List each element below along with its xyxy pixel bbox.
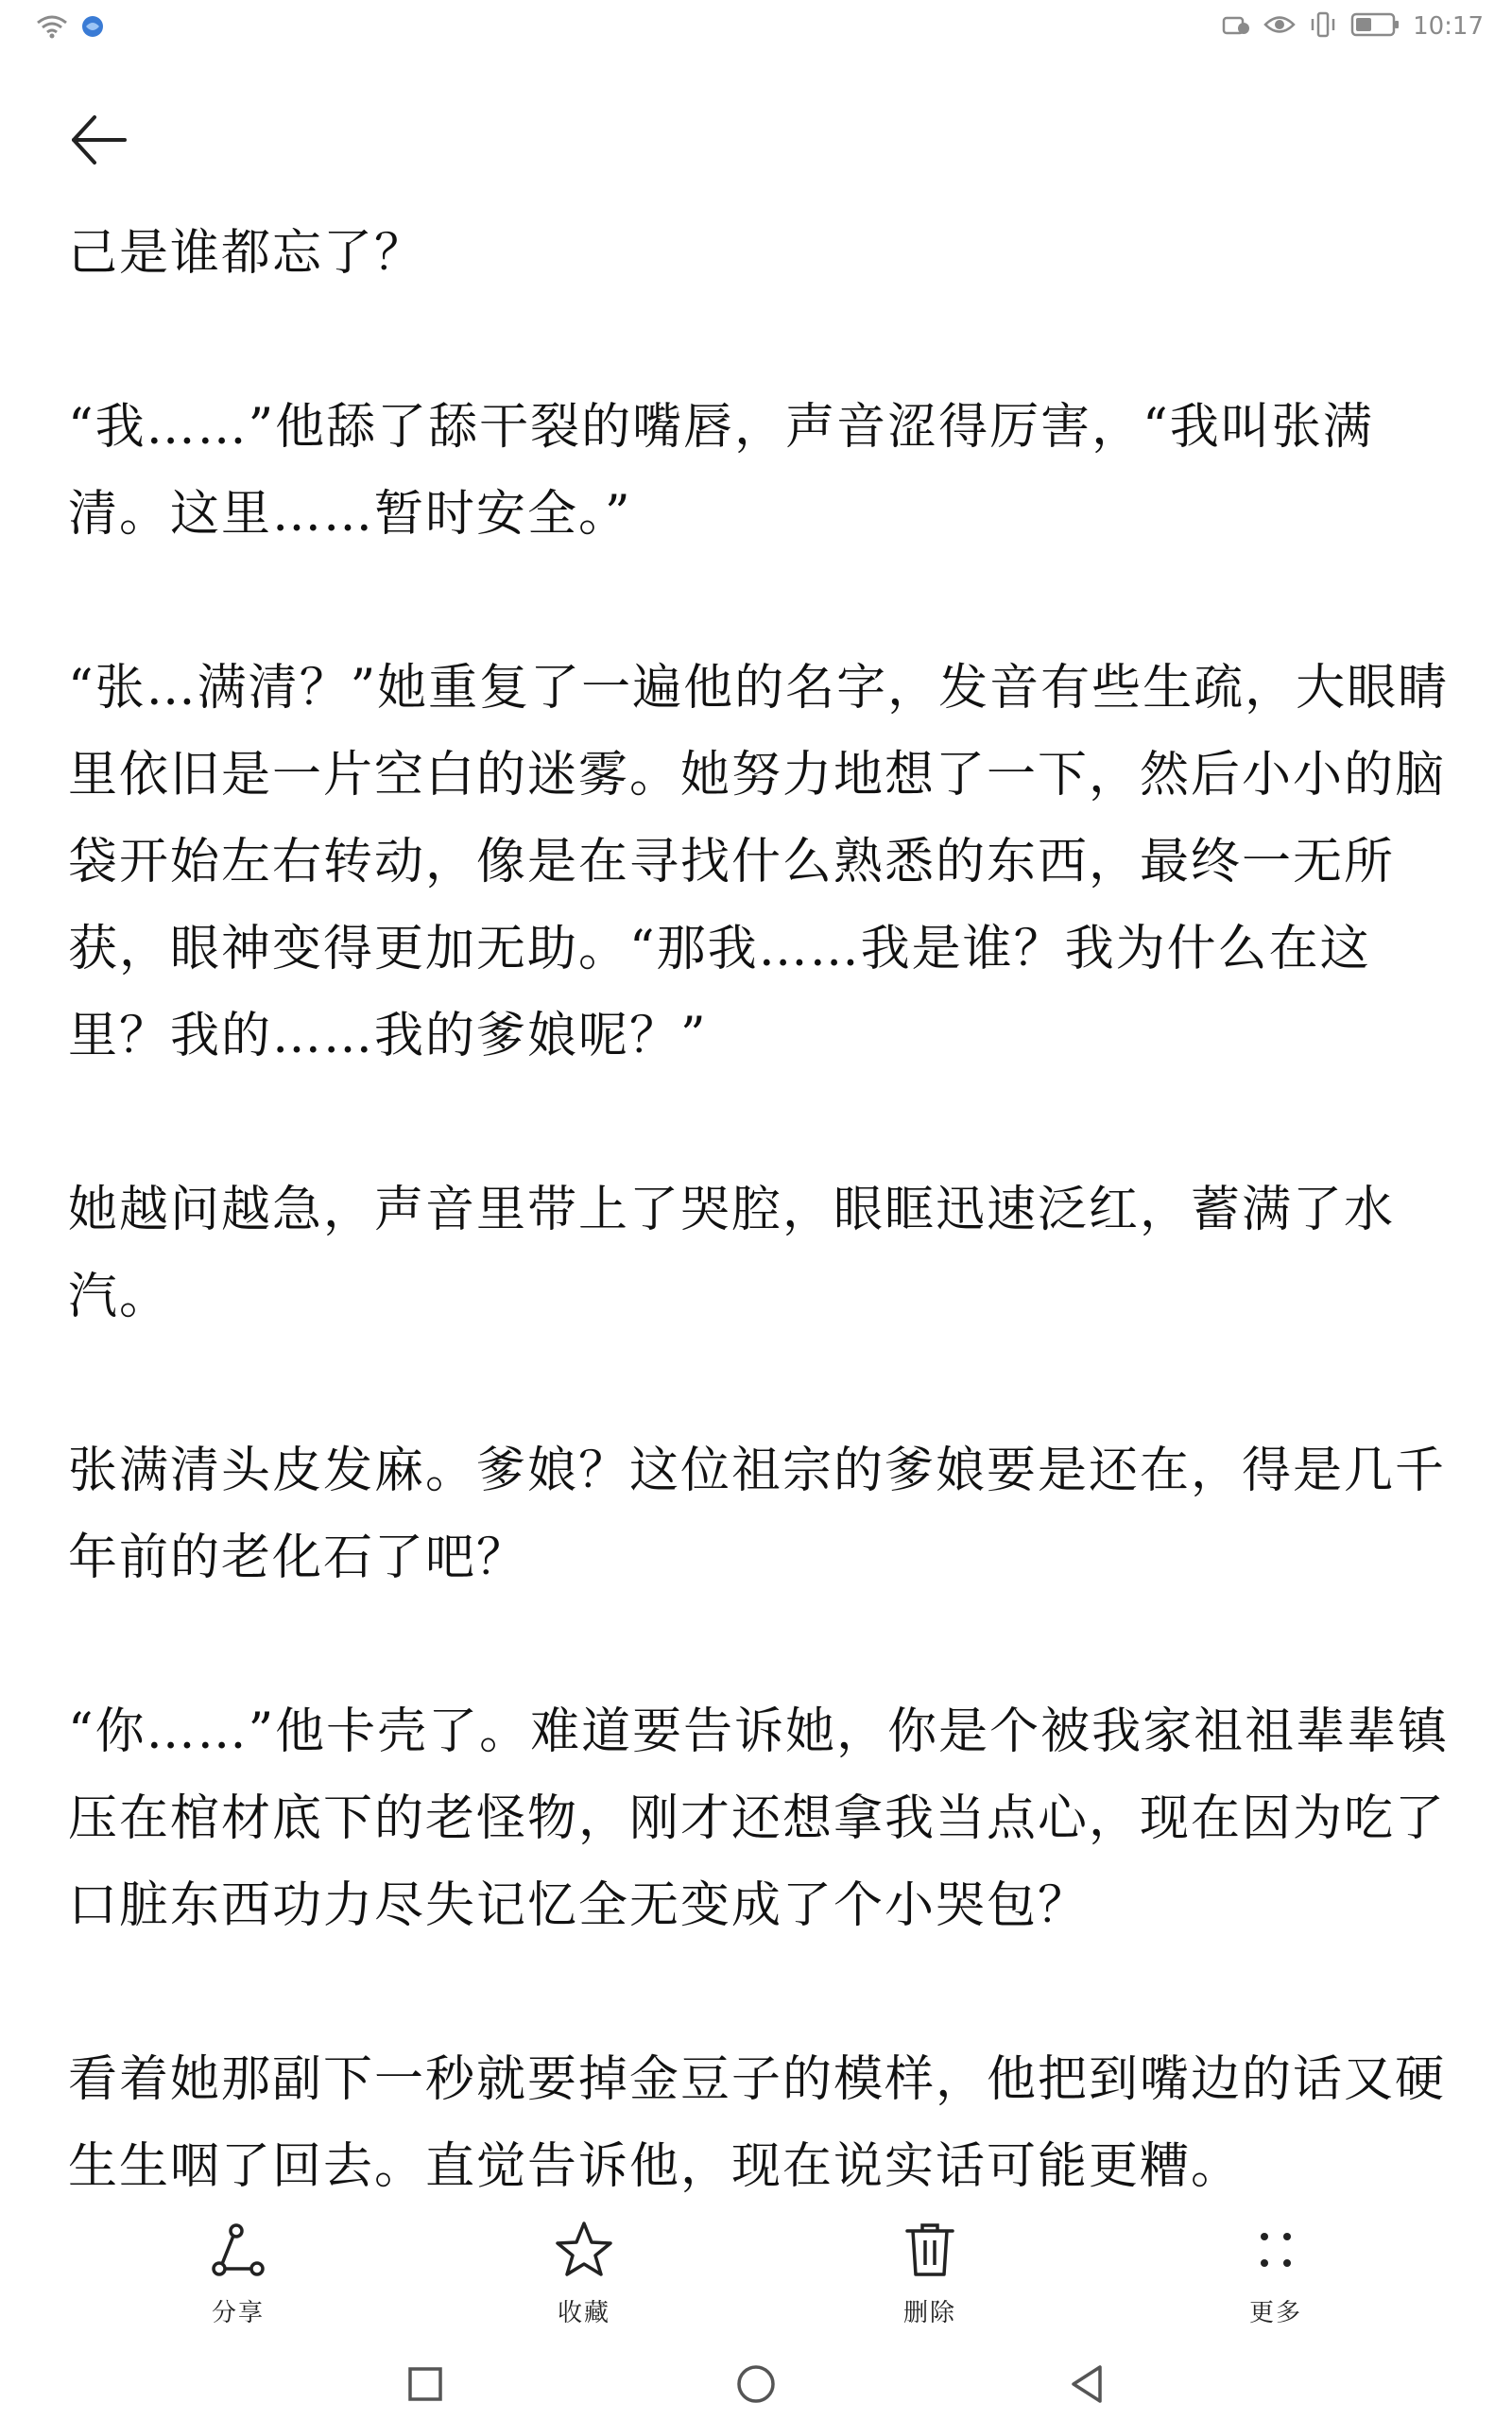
vibrate-icon [1309,11,1337,42]
status-bar-right [1222,11,1484,42]
note-content [68,210,1455,2210]
favorite-button[interactable] [490,2212,679,2344]
home-button[interactable] [728,2358,784,2414]
status-bar [0,0,1512,60]
wifi-icon [36,13,68,43]
triangle-back-icon [1068,2363,1106,2409]
system-navigation-bar [0,2344,1512,2420]
more-label: 更多 [1248,2299,1302,2327]
arrow-left-icon [68,113,129,170]
delete-button[interactable] [835,2212,1024,2344]
paragraph: “张…满清？”她重复了一遍他的名字，发音有些生疏，大眼睛里依旧是一片空白的迷雾。她努力地想了一下，然后小小的脑袋开始左右转动，像是在寻找什么熟悉的东西，最终一无所获，眼神变得更加无助。“那我……我是谁？我为什么在这里？我的……我的爹娘呢？” [68,660,1450,1064]
browser-icon [81,15,104,42]
circle-icon [735,2363,777,2409]
back-button[interactable] [60,104,136,180]
more-button[interactable] [1181,2212,1370,2344]
lock-screen-icon [1222,12,1250,41]
paragraph: 己是谁都忘了？ [68,225,426,282]
paragraph: 她越问越急，声音里带上了哭腔，眼眶迅速泛红，蓄满了水汽。 [68,1182,1396,1325]
nav-back-button[interactable] [1058,2358,1115,2414]
paragraph: “我……”他舔了舔干裂的嘴唇，声音涩得厉害，“我叫张满清。这里……暂时安全。” [68,399,1374,543]
square-icon [406,2365,444,2407]
eye-comfort-icon [1263,14,1296,39]
status-bar-left [36,13,104,43]
paragraph: 看着她那副下一秒就要掉金豆子的模样，他把到嘴边的话又硬生生咽了回去。直觉告诉他，现在说实话可能更糟。 [68,2051,1447,2195]
paragraph: 张满清头皮发麻。爹娘？这位祖宗的爹娘要是还在，得是几千年前的老化石了吧？ [68,1443,1447,1586]
favorite-label: 收藏 [557,2299,610,2327]
status-time: 10:17 [1413,12,1484,41]
recent-apps-button[interactable] [397,2358,454,2414]
battery-icon [1350,11,1400,42]
bottom-toolbar [0,2212,1512,2344]
star-icon [546,2212,622,2288]
share-label: 分享 [211,2299,265,2327]
more-dots-icon [1238,2212,1314,2288]
trash-icon [892,2212,968,2288]
paragraph: “你……”他卡壳了。难道要告诉她，你是个被我家祖祖辈辈镇压在棺材底下的老怪物，刚才还想拿我当点心，现在因为吃了口脏东西功力尽失记忆全无变成了个小哭包？ [68,1703,1450,1934]
share-button[interactable] [144,2212,333,2344]
share-icon [200,2212,276,2288]
delete-label: 删除 [902,2299,956,2327]
